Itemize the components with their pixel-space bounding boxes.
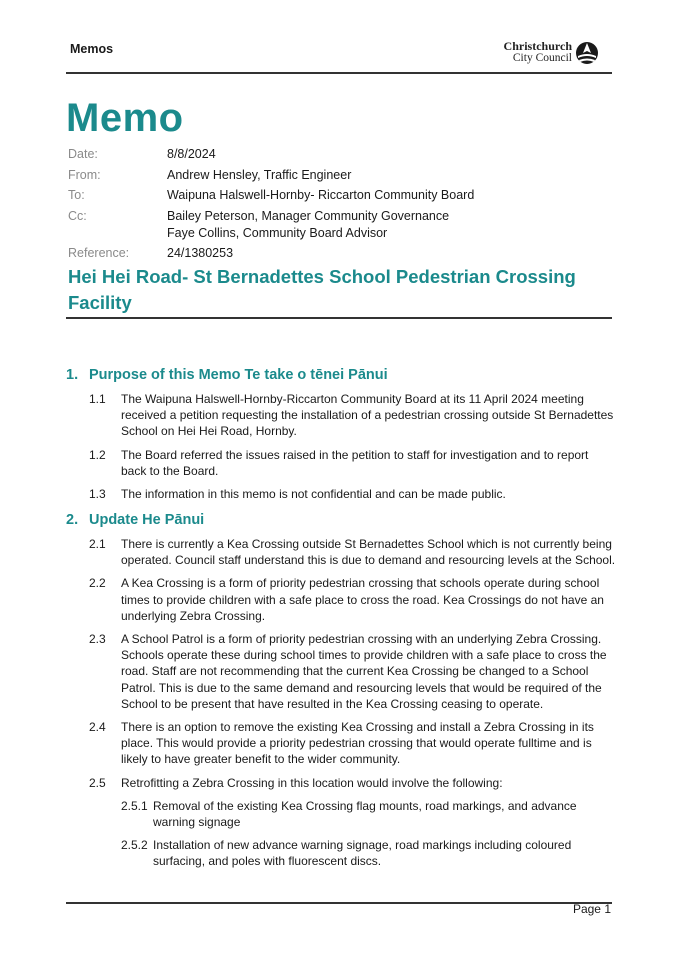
item-number: 2.3 — [89, 632, 106, 647]
meta-row-cc — [68, 208, 628, 242]
meta-label: Date: — [68, 147, 98, 161]
memo-meta — [68, 146, 628, 266]
item-text: The Board referred the issues raised in the petition to staff for investigation and to report back to the Board. — [121, 447, 589, 478]
meta-value: Andrew Hensley, Traffic Engineer — [167, 167, 352, 182]
meta-label: From: — [68, 167, 101, 182]
list-item — [66, 486, 616, 502]
logo-line2: City Council — [512, 52, 572, 64]
list-item — [66, 536, 616, 568]
section-heading — [66, 365, 616, 385]
section-purpose — [66, 365, 616, 509]
subitem-number: 2.5.1 — [121, 798, 148, 813]
list-item — [66, 391, 616, 440]
subitem-number: 2.5.2 — [121, 838, 148, 853]
item-text: The Waipuna Halswell-Hornby-Riccarton Community Board at its 11 April 2024 meeting received a petition requesting the installation of a pedestrian crossing outside St Bernadettes School on Hei Hei Road, Hornby. — [121, 392, 614, 439]
item-number: 2.4 — [89, 720, 106, 735]
section-update — [66, 510, 616, 877]
christchurch-council-mark-icon — [574, 41, 600, 67]
sub-list-item — [66, 837, 616, 869]
meta-value: Waipuna Halswell-Hornby- Riccarton Community Board — [167, 188, 475, 202]
list-item — [66, 775, 616, 791]
meta-row-to — [68, 187, 628, 204]
section-title: Update He Pānui — [89, 512, 205, 528]
section-title: Purpose of this Memo Te take o tēnei Pānui — [89, 367, 388, 383]
item-number: 1.1 — [89, 392, 106, 406]
section-number: 1. — [66, 367, 79, 383]
meta-value: 8/8/2024 — [167, 147, 216, 161]
meta-label: Reference: — [68, 246, 130, 260]
sub-list-item — [66, 798, 616, 830]
meta-row-reference — [68, 245, 628, 262]
item-text: There is currently a Kea Crossing outside St Bernadettes School which is not currently being operated. Council staff understand this is due to demand and resourcing levels at the School. — [121, 537, 616, 568]
logo-line1: Christchurch — [503, 39, 572, 53]
council-logo — [498, 40, 602, 70]
footer-rule — [66, 902, 612, 904]
meta-label: To: — [68, 188, 85, 202]
list-item — [66, 631, 616, 712]
subitem-text: Installation of new advance warning signage, road markings including coloured surfacing, and poles with fluorescent discs. — [153, 838, 572, 869]
item-number: 2.1 — [89, 537, 106, 551]
meta-row-from — [68, 167, 628, 184]
list-item — [66, 447, 616, 479]
header-rule — [66, 72, 612, 74]
list-item — [66, 719, 616, 768]
item-number: 2.2 — [89, 576, 106, 591]
header-label: Memos — [70, 42, 114, 56]
memo-title: Memo — [66, 96, 184, 140]
memo-subject: Hei Hei Road- St Bernadettes School Pedestrian Crossing Facility — [68, 266, 576, 313]
subitem-text: Removal of the existing Kea Crossing flag mounts, road markings, and advance warning signage — [153, 798, 577, 830]
item-text: Retrofitting a Zebra Crossing in this location would involve the following: — [121, 775, 503, 790]
item-number: 1.3 — [89, 487, 106, 502]
list-item — [66, 575, 616, 624]
item-number: 1.2 — [89, 447, 106, 462]
meta-value-cc — [167, 208, 628, 242]
item-text: A Kea Crossing is a form of priority pedestrian crossing that schools operate during school times to provide children with a safe place to cross the road. Kea Crossings do not have an underlying Zebra Crossing. — [121, 576, 604, 623]
meta-value: 24/1380253 — [167, 246, 234, 260]
section-number: 2. — [66, 512, 79, 528]
logo-text — [498, 40, 572, 64]
meta-label: Cc: — [68, 208, 87, 223]
item-text: A School Patrol is a form of priority pedestrian crossing with an underlying Zebra Crossing. Schools operate these during school times to provide children with a safe place to cross the road. Staff are not recommending that the current Kea Crossing be changed to a School Patrol. This is due to the same demand and resourcing levels that would be required of the School to be present that have resulted in the Kea Crossing ceasing to operate. — [121, 632, 607, 711]
cc-recipient: Faye Collins, Community Board Advisor — [167, 225, 388, 240]
meta-row-date — [68, 146, 628, 163]
cc-recipient: Bailey Peterson, Manager Community Governance — [167, 208, 450, 223]
item-number: 2.5 — [89, 775, 106, 790]
item-text: There is an option to remove the existing Kea Crossing and install a Zebra Crossing in its place. This would provide a priority pedestrian crossing that would operate fulltime and is likely to have greater benefit to the wider community. — [121, 720, 594, 767]
subject-rule — [66, 317, 612, 319]
page-number: Page 1 — [572, 902, 611, 916]
section-heading — [66, 510, 616, 530]
item-text: The information in this memo is not confidential and can be made public. — [121, 487, 506, 502]
